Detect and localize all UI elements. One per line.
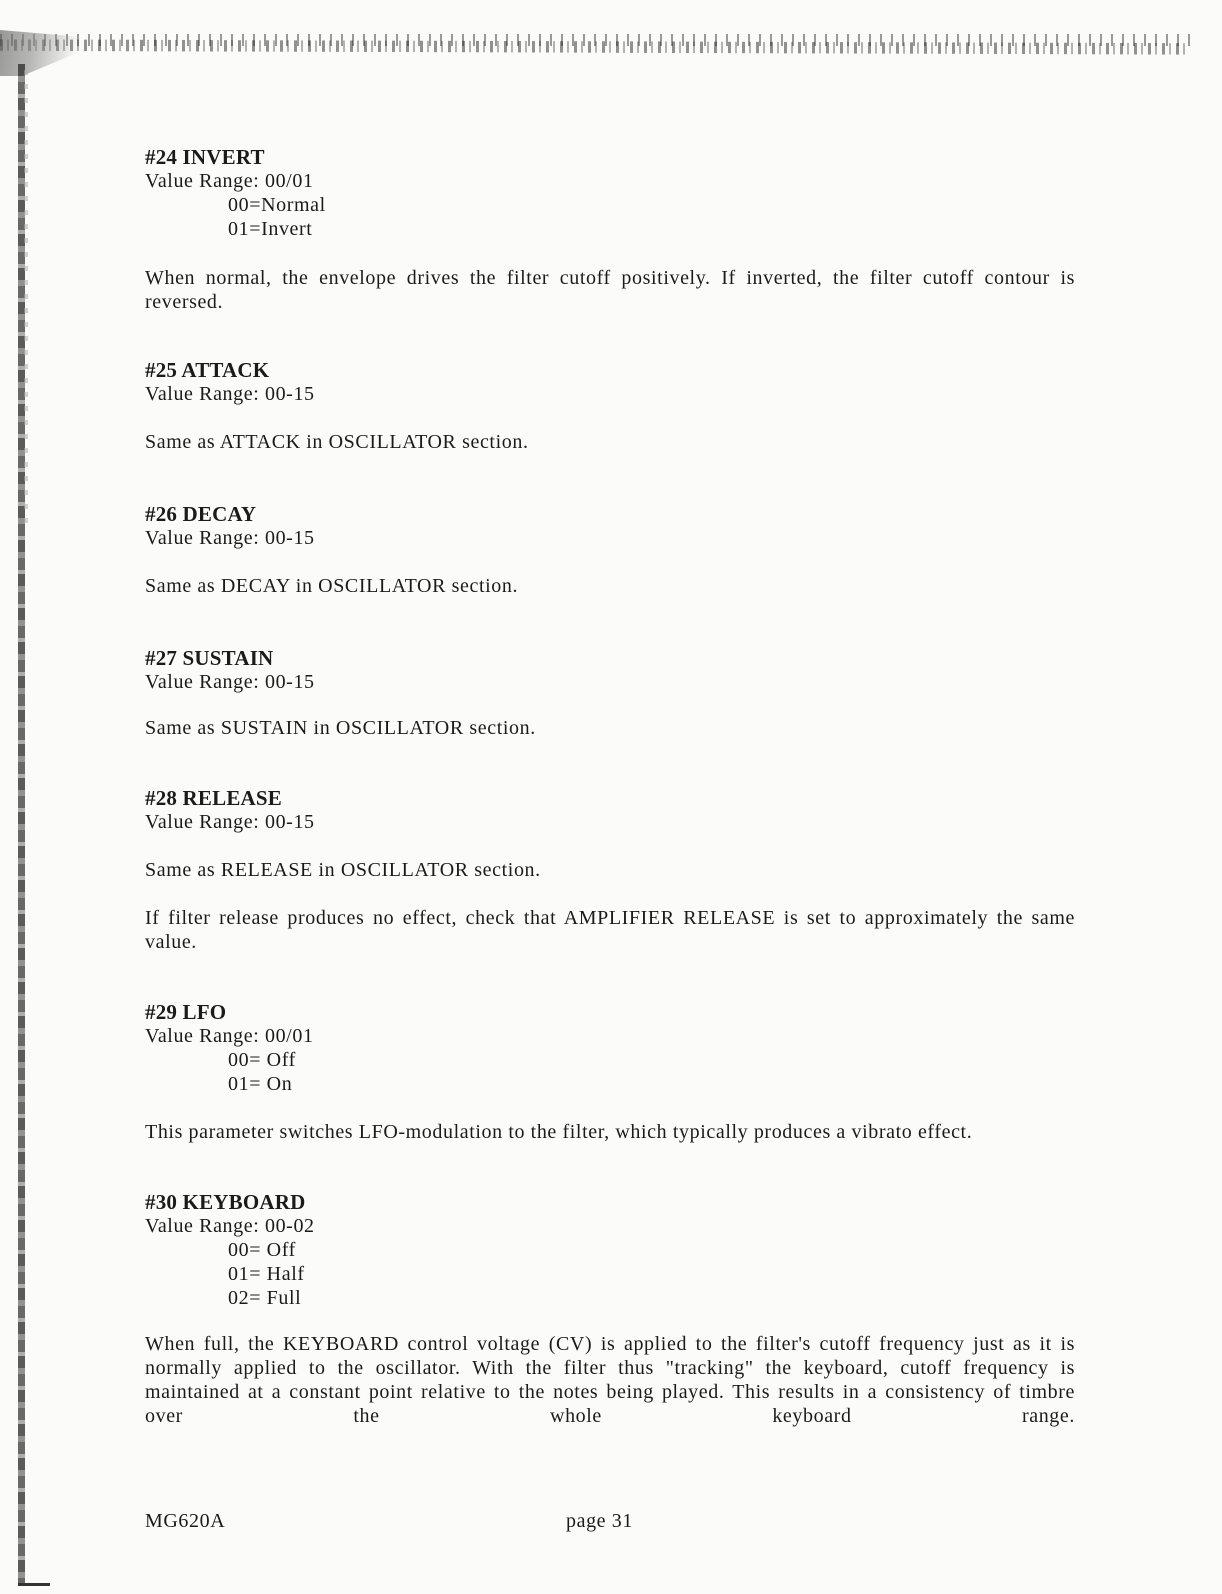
- section-keyboard: [145, 1190, 1075, 1428]
- value-range: Value Range: 00/01: [145, 170, 314, 192]
- description-paragraph: Same as RELEASE in OSCILLATOR section.: [145, 859, 541, 881]
- value-option: 02= Full: [228, 1287, 302, 1309]
- value-range: Value Range: 00-15: [145, 383, 315, 405]
- scan-artifact-left-noise: [24, 70, 28, 530]
- model-number: MG620A: [145, 1510, 226, 1532]
- section-release: [145, 786, 1075, 954]
- value-option: 00= Off: [228, 1049, 296, 1071]
- section-decay: [145, 502, 1075, 598]
- page-footer: [145, 1510, 1075, 1540]
- value-option: 00= Off: [228, 1239, 296, 1261]
- value-range: Value Range: 00-15: [145, 527, 315, 549]
- section-heading: #29 LFO: [145, 1000, 227, 1024]
- section-heading: #25 ATTACK: [145, 358, 270, 382]
- section-heading: #27 SUSTAIN: [145, 646, 274, 670]
- section-heading: #30 KEYBOARD: [145, 1190, 306, 1214]
- document-body: [145, 145, 1075, 1428]
- description-paragraph: When normal, the envelope drives the filter cutoff positively. If inverted, the filter cutoff contour is reversed.: [145, 267, 1075, 313]
- section-attack: [145, 358, 1075, 454]
- section-invert: [145, 145, 1075, 314]
- value-option: 00=Normal: [228, 194, 326, 216]
- value-range: Value Range: 00/01: [145, 1025, 314, 1047]
- page-number: page 31: [566, 1510, 633, 1532]
- scan-artifact-top-noise: [0, 34, 1190, 46]
- description-paragraph: Same as SUSTAIN in OSCILLATOR section.: [145, 717, 536, 739]
- description-paragraph: Same as DECAY in OSCILLATOR section.: [145, 575, 519, 597]
- section-heading: #28 RELEASE: [145, 786, 282, 810]
- value-range: Value Range: 00-02: [145, 1215, 315, 1237]
- section-heading: #26 DECAY: [145, 502, 257, 526]
- section-sustain: [145, 646, 1075, 740]
- description-paragraph: When full, the KEYBOARD control voltage (CV) is applied to the filter's cutoff frequency just as it is normally applied to the oscillator. With the filter thus "tracking" the keyboard, cutoff frequency is maintained at a constant point relative to the notes being played. This results in a consistency of timbre over the whole keyboard range.: [145, 1333, 1075, 1427]
- description-paragraph: This parameter switches LFO-modulation to the filter, which typically produces a vibrato effect.: [145, 1121, 973, 1143]
- description-paragraph: Same as ATTACK in OSCILLATOR section.: [145, 431, 529, 453]
- value-range: Value Range: 00-15: [145, 671, 315, 693]
- section-lfo: [145, 1000, 1075, 1144]
- value-range: Value Range: 00-15: [145, 811, 315, 833]
- description-paragraph: If filter release produces no effect, check that AMPLIFIER RELEASE is set to approximately the same value.: [145, 907, 1075, 953]
- value-option: 01= On: [228, 1073, 293, 1095]
- value-option: 01=Invert: [228, 218, 313, 240]
- value-option: 01= Half: [228, 1263, 305, 1285]
- scan-artifact-bottom: [18, 1583, 50, 1586]
- section-heading: #24 INVERT: [145, 145, 265, 169]
